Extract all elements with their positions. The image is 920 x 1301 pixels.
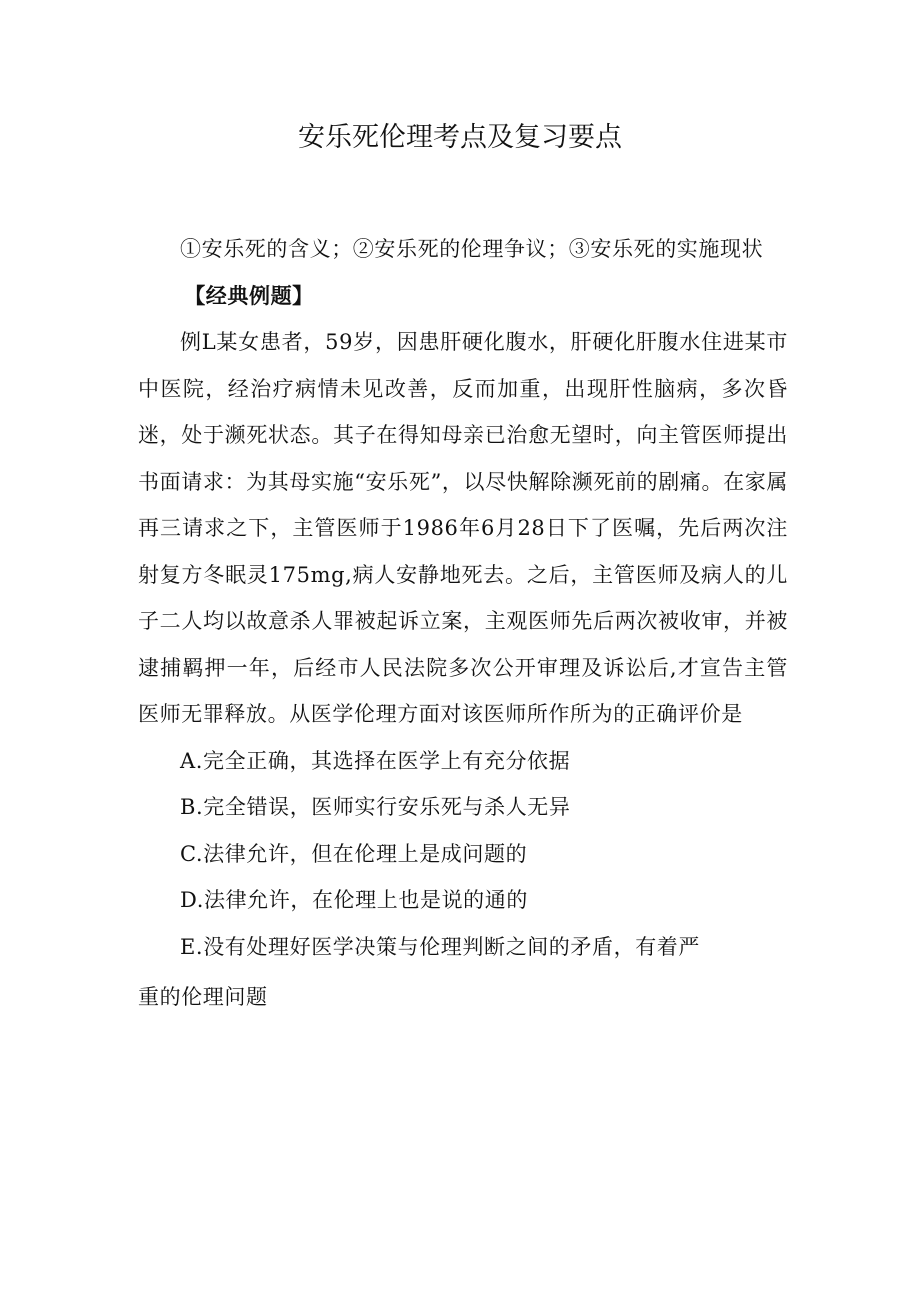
option-e: E.没有处理好医学决策与伦理判断之间的矛盾，有着严 <box>180 934 701 959</box>
document-title: 安乐死伦理考点及复习要点 <box>298 122 622 153</box>
document-body <box>138 226 788 1021</box>
option-c: C.法律允许，但在伦理上是成问题的 <box>180 841 528 866</box>
option-d: D.法律允许，在伦理上也是说的通的 <box>180 888 528 912</box>
key-points: ①安乐死的含义；②安乐死的伦理争议；③安乐死的实施现状 <box>180 237 764 261</box>
option-a: A.完全正确，其选择在医学上有充分依据 <box>180 748 571 773</box>
option-e-continuation: 重的伦理问题 <box>138 985 268 1009</box>
option-b: B.完全错误，医师实行安乐死与杀人无异 <box>180 795 571 819</box>
section-heading: 【经典例题】 <box>184 283 314 308</box>
question-text: 例L某女患者，59岁，因患肝硬化腹水，肝硬化肝腹水住进某市中医院，经治疗病情未见改善，反而加重，出现肝性脑病，多次昏迷，处于濒死状态。其子在得知母亲已治愈无望时，向主管医师提出书面请求：为其母实施“安乐死”，以尽快解除濒死前的剧痛。在家属再三请求之下，主管医师于1986年6月28日下了医嘱，先后两次注射复方冬眠灵175mg,病人安静地死去。之后，主管医师及病人的儿子二人均以故意杀人罪被起诉立案，主观医师先后两次被收审，并被逮捕羁押一年，后经市人民法院多次公开审理及诉讼后,才宣告主管医师无罪释放。从医学伦理方面对该医师所作所为的正确评价是 <box>138 330 788 726</box>
